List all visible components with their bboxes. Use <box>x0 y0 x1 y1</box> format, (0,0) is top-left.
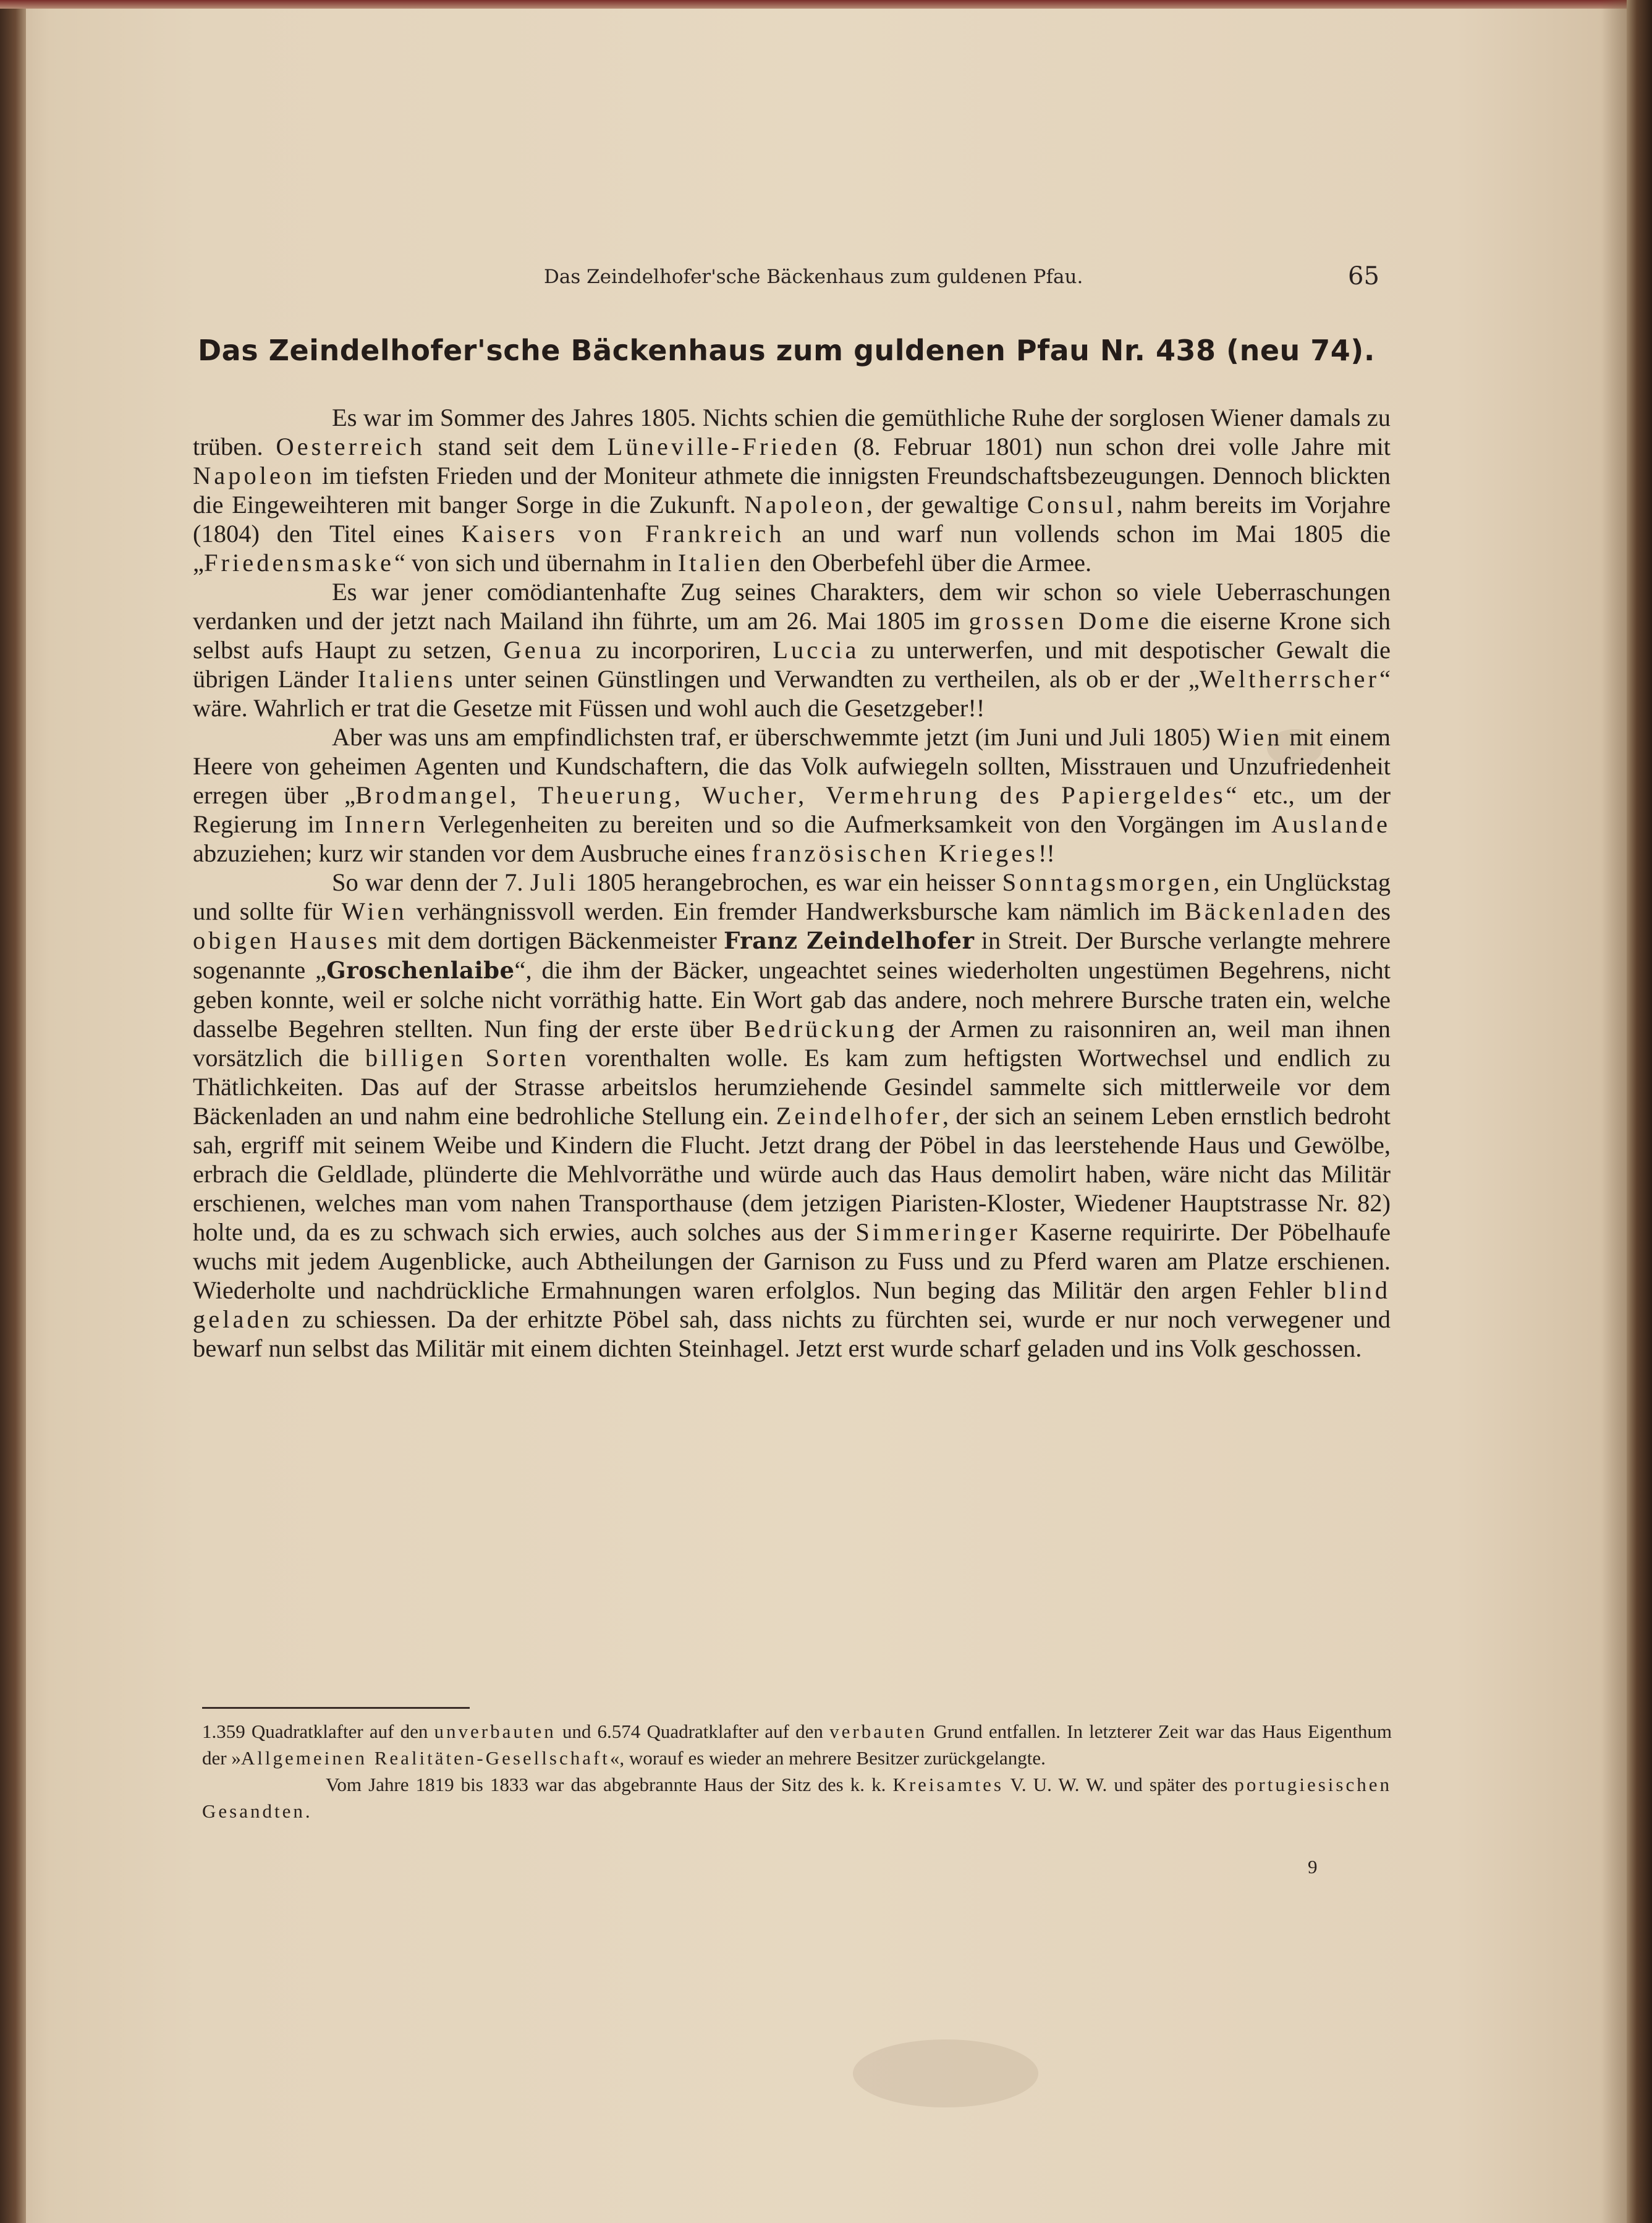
footnote: Vom Jahre 1819 bis 1833 war das abgebrannte Haus der Sitz des k. k. Kreisamtes V. U. W. W. und später des portugiesischen Gesandten. <box>202 1774 1392 1822</box>
page-right-edge <box>1627 0 1652 2223</box>
footnote-rule <box>202 1707 470 1709</box>
paragraph: Es war im Sommer des Jahres 1805. Nichts schien die gemüthliche Ruhe der sorglosen Wiener damals zu trüben. Oesterreich stand seit dem Lüneville-Frieden (8. Februar 1801) nun schon drei volle Jahre mit Napoleon im tiefsten Frieden und der Moniteur athmete die innigsten Freundschaftsbezeugungen. Dennoch blickten die Eingeweihteren mit banger Sorge in die Zukunft. Napoleon, der gewaltige Consul, nahm bereits im Vorjahre (1804) den Titel eines Kaisers von Frankreich an und warf nun vollends schon im Mai 1805 die „Friedensmaske“ von sich und übernahm in Italien den Oberbefehl über die Armee. <box>193 404 1391 577</box>
fraktur-name: Franz Zeindelhofer <box>723 927 975 954</box>
footnotes <box>202 1718 1392 1824</box>
paragraph: Es war jener comödiantenhafte Zug seines Charakters, dem wir schon so viele Ueberraschungen verdanken und der jetzt nach Mailand ihn führte, um am 26. Mai 1805 im grossen Dome die eiserne Krone sich selbst aufs Haupt zu setzen, Genua zu incorporiren, Luccia zu unterwerfen, und mit despotischer Gewalt die übrigen Länder Italiens unter seinen Günstlingen und Verwandten zu vertheilen, als ob er der „Weltherrscher“ wäre. Wahrlich er trat die Gesetze mit Füssen und wohl auch die Gesetzgeber!! <box>193 578 1391 722</box>
signature-mark: 9 <box>1308 1856 1318 1878</box>
article-title: Das Zeindelhofer'sche Bäckenhaus zum guldenen Pfau Nr. 438 (neu 74). <box>198 334 1375 367</box>
paragraph: So war denn der 7. Juli 1805 herangebrochen, es war ein heisser Sonntagsmorgen, ein Unglückstag und sollte für Wien verhängnissvoll werden. Ein fremder Handwerksbursche kam nämlich im Bäckenladen des obigen Hauses mit dem dortigen Bäckenmeister Franz Zeindelhofer in Streit. Der Bursche verlangte mehrere sogenannte „Groschenlaibe“, die ihm der Bäcker, ungeachtet seines wiederholten ungestümen Begehrens, nicht geben konnte, weil er solche nicht vorräthig hatte. Ein Wort gab das andere, noch mehrere Bursche traten ein, welche dasselbe Begehren stellten. Nun fing der erste über Bedrückung der Armen zu raisonniren an, weil man ihnen vorsätzlich die billigen Sorten vorenthalten wolle. Es kam zum heftigsten Wortwechsel und endlich zu Thätlichkeiten. Das auf der Strasse arbeitslos herumziehende Gesindel sammelte sich mittlerweile vor dem Bäckenladen an und nahm eine bedrohliche Stellung ein. Zeindelhofer, der sich an seinem Leben ernstlich bedroht sah, ergriff mit seinem Weibe und Kindern die Flucht. Jetzt drang der Pöbel in das leerstehende Haus und Gewölbe, erbrach die Geldlade, plünderte die Mehlvorräthe und würde auch das Haus demolirt haben, wäre nicht das Militär erschienen, welches man vom nahen Transporthause (dem jetzigen Piaristen-Kloster, Wiedener Hauptstrasse Nr. 82) holte und, da es zu schwach sich erwies, auch solches aus der Simmeringer Kaserne requirirte. Der Pöbelhaufe wuchs mit jedem Augenblicke, auch Abtheilungen der Garnison zu Fuss und zu Pferd waren am Platze erschienen. Wiederholte und nachdrückliche Ermahnungen waren erfolglos. Nun beging das Militär den argen Fehler blind geladen zu schiessen. Da der erhitzte Pöbel sah, dass nichts zu fürchten sei, wurde er nur noch verwegener und bewarf nun selbst das Militär mit einem dichten Steinhagel. Jetzt erst wurde scharf geladen und ins Volk geschossen. <box>193 868 1391 1362</box>
book-spine-shadow <box>0 0 26 2223</box>
paper-stain <box>853 2039 1038 2107</box>
running-head: Das Zeindelhofer'sche Bäckenhaus zum guldenen Pfau. <box>544 266 1083 288</box>
fraktur-term: Groschenlaibe <box>326 957 515 984</box>
page-fold-shadow <box>1601 0 1627 2223</box>
footnote: 1.359 Quadratklafter auf den unverbauten und 6.574 Quadratklafter auf den verbauten Grund entfallen. In letzterer Zeit war das Haus Eigenthum der »Allgemeinen Realitäten-Gesellschaft«, worauf es wieder an mehrere Besitzer zurückgelangte. <box>202 1721 1392 1769</box>
article-body <box>193 403 1391 1363</box>
page-number: 65 <box>1348 262 1379 290</box>
page-top-edge <box>0 0 1652 9</box>
paragraph: Aber was uns am empfindlichsten traf, er überschwemmte jetzt (im Juni und Juli 1805) Wien mit einem Heere von geheimen Agenten und Kundschaftern, die das Volk aufwiegeln sollten, Misstrauen und Unzufriedenheit erregen über „Brodmangel, Theuerung, Wucher, Vermehrung des Papiergeldes“ etc., um der Regierung im Innern Verlegenheiten zu bereiten und so die Aufmerksamkeit von den Vorgängen im Auslande abzuziehen; kurz wir standen vor dem Ausbruche eines französischen Krieges!! <box>193 723 1391 867</box>
